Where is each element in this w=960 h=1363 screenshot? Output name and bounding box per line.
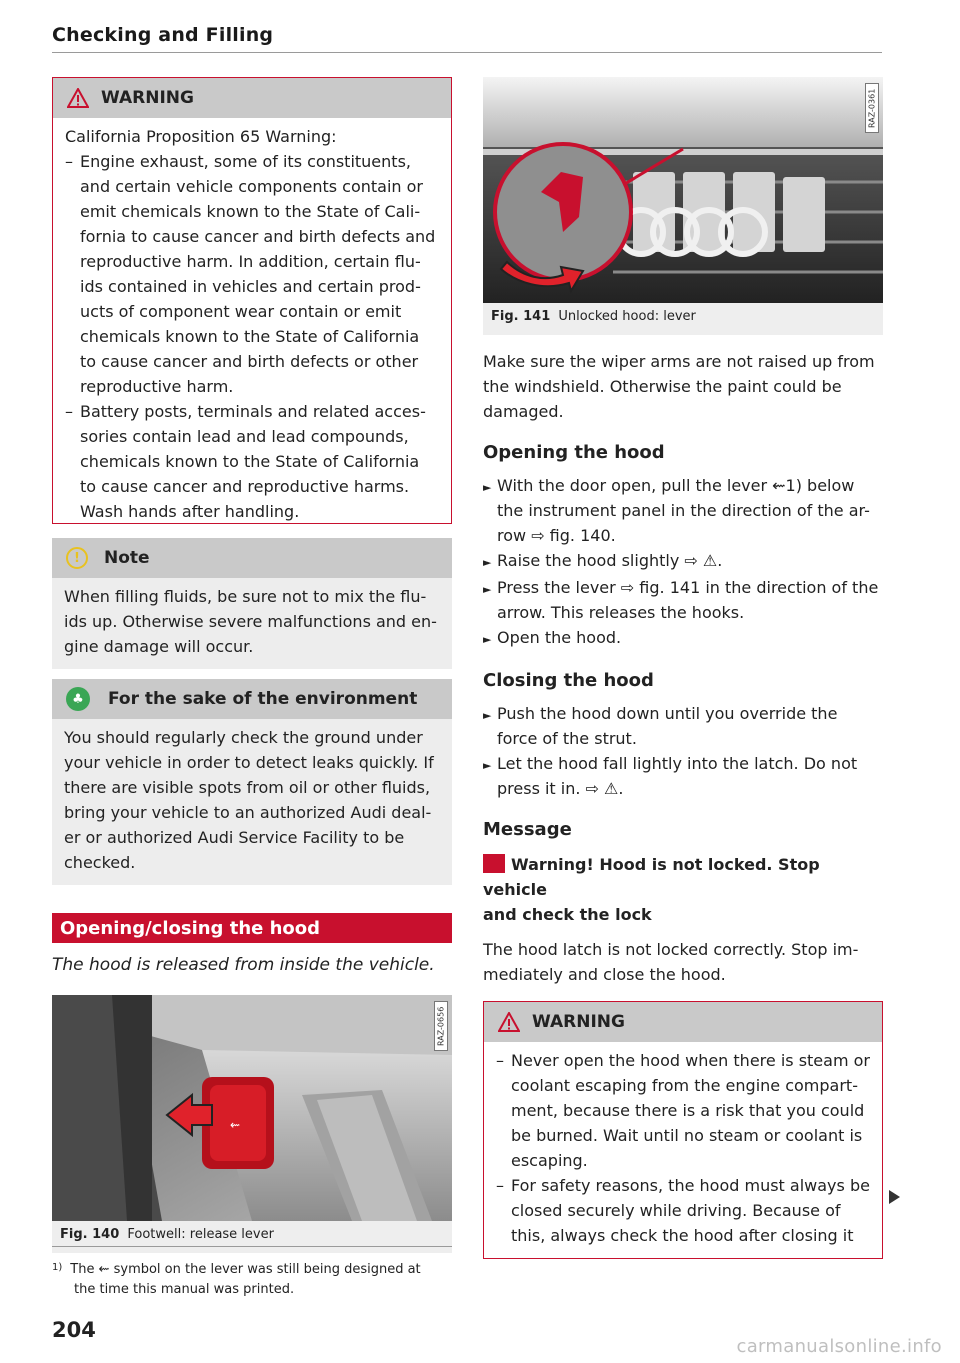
figure-141-image xyxy=(483,77,883,303)
footwell-illustration xyxy=(52,995,452,1221)
section-heading: Opening/closing the hood xyxy=(52,913,452,943)
section-intro: The hood is released from inside the vehicle. xyxy=(52,955,435,975)
hood-warning-icon xyxy=(483,854,505,873)
svg-text:⇜: ⇜ xyxy=(230,1118,241,1132)
warning-box-2 xyxy=(483,1001,883,1259)
step-item: ► Push the hood down until you override the force of the strut. xyxy=(483,701,883,751)
warning-body xyxy=(53,118,451,534)
message-heading: Message xyxy=(483,819,572,840)
figure-140-caption xyxy=(52,1221,452,1253)
left-column xyxy=(52,77,452,1253)
warning-item: – Engine exhaust, some of its constituents, and certain vehicle components contain or emit chemicals known to the State of Cali- fornia to cause cancer and birth defects and reproductive harm. In addition, certain flu- ids contained in vehicles and certain prod- ucts of component wear contain or emit chemicals known to the State of California to cause cancer and birth defects or other reproductive harm. xyxy=(65,149,439,399)
step-item: ► Open the hood. xyxy=(483,625,883,652)
running-header: Checking and Filling xyxy=(52,24,274,46)
step-bullet-icon: ► xyxy=(483,759,492,772)
closing-heading: Closing the hood xyxy=(483,670,654,691)
right-column xyxy=(483,77,883,1259)
hood-alert: Warning! Hood is not locked. Stop vehicle and check the lock xyxy=(483,855,820,924)
warning-2-header xyxy=(484,1002,882,1042)
figure-140-id: RAZ-0656 xyxy=(434,1001,448,1051)
warning-triangle-icon xyxy=(67,88,89,108)
note-body: When filling fluids, be sure not to mix the flu- ids up. Otherwise severe malfunctions and en- gine damage will occur. xyxy=(64,587,437,656)
figure-140 xyxy=(52,995,452,1253)
warning-lead: California Proposition 65 Warning: xyxy=(65,127,337,146)
figure-141 xyxy=(483,77,883,335)
warning-header xyxy=(53,78,451,118)
figure-141-caption-text: Unlocked hood: lever xyxy=(558,309,696,324)
note-title: Note xyxy=(104,548,150,568)
grille-illustration xyxy=(483,77,883,303)
warning-box xyxy=(52,77,452,524)
figure-141-caption xyxy=(483,303,883,335)
message-body: The hood latch is not locked correctly. Stop im- mediately and close the hood. xyxy=(483,940,859,984)
footnote-divider xyxy=(52,1246,452,1247)
environment-box xyxy=(52,679,452,885)
footnote-mark: 1) xyxy=(52,1262,63,1273)
note-header xyxy=(52,538,452,578)
wiper-paragraph: Make sure the wiper arms are not raised up from the windshield. Otherwise the paint could be damaged. xyxy=(483,352,875,421)
warning-2-title: WARNING xyxy=(532,1012,625,1032)
attention-icon: ! xyxy=(66,547,88,569)
closing-steps xyxy=(483,701,883,801)
step-bullet-icon: ► xyxy=(483,633,492,646)
opening-heading: Opening the hood xyxy=(483,442,665,463)
page-number: 204 xyxy=(52,1318,96,1342)
figure-141-label: Fig. 141 xyxy=(491,309,551,324)
environment-header xyxy=(52,679,452,719)
step-item: ► With the door open, pull the lever ⇜1) below the instrument panel in the direction of the ar- row ⇨ fig. 140. xyxy=(483,473,883,548)
environment-title: For the sake of the environment xyxy=(108,689,418,709)
step-bullet-icon: ► xyxy=(483,709,492,722)
step-item: ► Let the hood fall lightly into the latch. Do not press it in. ⇨ ⚠. xyxy=(483,751,883,801)
step-item: ► Raise the hood slightly ⇨ ⚠. xyxy=(483,548,883,575)
warning-2-body xyxy=(484,1042,882,1258)
header-divider xyxy=(52,52,882,53)
footnote: $^{1)}$ The ⇜ symbol on the lever was still being designed at the time this manual was printed. xyxy=(52,1262,421,1297)
figure-140-image xyxy=(52,995,452,1221)
warning-item: – Battery posts, terminals and related acces- sories contain lead and lead compounds, chemicals known to the State of California to cause cancer and reproductive harms. Wash hands after handling. xyxy=(65,399,439,524)
warning-item: – Never open the hood when there is steam or coolant escaping from the engine compart- ment, because there is a risk that you could be burned. Wait until no steam or coolant is escaping. xyxy=(496,1051,870,1170)
warning-item-text: Battery posts, terminals and related acces- sories contain lead and lead compounds, chemicals known to the State of California to cause cancer and reproductive harms. Wash hands after handling. xyxy=(80,402,426,521)
figure-141-id: RAZ-0361 xyxy=(865,83,879,133)
warning-title: WARNING xyxy=(101,88,194,108)
watermark: carmanualsonline.info xyxy=(736,1336,942,1357)
opening-steps xyxy=(483,473,883,652)
environment-icon: ♣ xyxy=(66,687,90,711)
step-bullet-icon: ► xyxy=(483,481,492,494)
note-box xyxy=(52,538,452,669)
warning-item-text: Engine exhaust, some of its constituents, and certain vehicle components contain or emit chemicals known to the State of Cali- fornia to cause cancer and birth defects and reproductive harm. In addition, certain flu- ids contained in vehicles and certain prod- ucts of component wear contain or emit chemicals known to the State of California to cause cancer and birth defects or other reproductive harm. xyxy=(80,152,436,396)
continue-arrow-icon xyxy=(889,1190,900,1204)
figure-140-caption-text: Footwell: release lever xyxy=(127,1227,274,1242)
warning-triangle-icon xyxy=(498,1012,520,1032)
environment-body: You should regularly check the ground under your vehicle in order to detect leaks quickly. If there are visible spots from oil or other fluids, bring your vehicle to an authorized Audi deal- er or authorized Audi Service Facility to be checked. xyxy=(64,728,434,872)
step-bullet-icon: ► xyxy=(483,583,492,596)
step-item: ► Press the lever ⇨ fig. 141 in the direction of the arrow. This releases the hooks. xyxy=(483,575,883,625)
figure-140-label: Fig. 140 xyxy=(60,1227,120,1242)
step-bullet-icon: ► xyxy=(483,556,492,569)
warning-item: – For safety reasons, the hood must always be closed securely while driving. Because of this, always check the hood after closing it xyxy=(496,1176,870,1245)
